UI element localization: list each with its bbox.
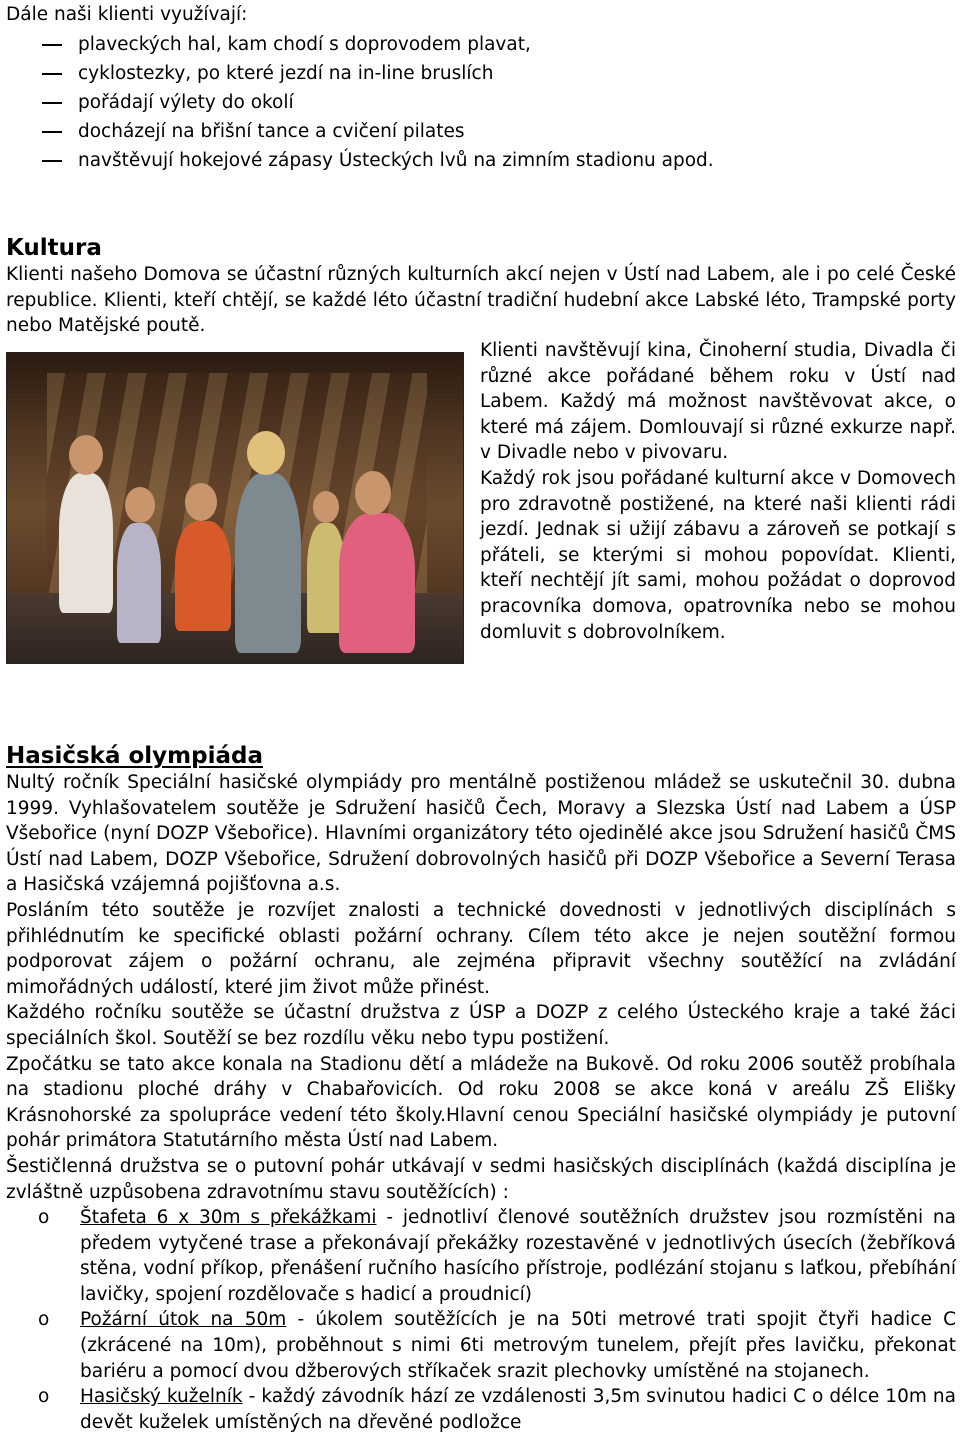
- dash-bullet: [42, 44, 62, 46]
- discipline-description: - úkolem soutěžících je na 50ti metrové trati spojit čtyři hadice C (zkrácené na 10m), proběhnout s nimi 6ti metrovým tunelem, přejít přes lavičku, překonat bariéru a pomocí dvou džberových stříkaček srazit plechovky umístěné na stojanech.: [80, 1309, 957, 1382]
- list-item: [6, 146, 714, 175]
- discipline-description: - jednotliví členové soutěžních družstev jsou rozmístěni na předem vytyčené trase a překonávají překážky rozestavěné v jednotlivých úsecích (žebříková stěna, vodní příkop, přenášení ručního hasícího přístroje, podlézání stojanu s laťkou, přebíhání lavičky, spojení rozdělovače s hadicí a proudnicí): [80, 1207, 956, 1305]
- list-item: [6, 30, 714, 59]
- intro-heading: Dále naši klienti využívají:: [6, 4, 248, 25]
- hasicska-paragraph-2: Posláním této soutěže je rozvíjet znalosti a technické dovednosti v jednotlivých disciplínách s přihlédnutím ke specifické oblasti požární ochrany. Cílem této akce je nejen soutěžní formou podporovat zájem o požární ochranu, ale zejména připravit všechny soutěžící na zvládání mimořádných událostí, které jim život může přinést.: [6, 899, 956, 998]
- list-item: [6, 1307, 956, 1384]
- list-item-text: docházejí na břišní tance a cvičení pilates: [78, 121, 465, 142]
- list-item-text: plaveckých hal, kam chodí s doprovodem plavat,: [78, 34, 531, 55]
- kultura-heading: Kultura: [6, 235, 102, 261]
- kultura-paragraph-1: Klienti našeho Domova se účastní různých kulturních akcí nejen v Ústí nad Labem, ale i po celé České republice. Klienti, kteří chtějí, se každé léto účastní tradiční hudební akce Labské léto, Trampské porty nebo Matějské poutě.: [6, 264, 956, 337]
- kultura-paragraph-3: Každý rok jsou pořádané kulturní akce v Domovech pro zdravotně postižené, na které naši klienti rádi jezdí. Jednak si užijí zábavu a zároveň se potkají s přáteli, se kterými si mohou popovídat. Klienti, kteří nechtějí jít sami, mohou požádat o doprovod pracovníka domova, opatrovníka nebo se mohou domluvit s dobrovolníkem.: [480, 467, 956, 643]
- intro-list: [6, 30, 714, 175]
- list-item: [6, 117, 714, 146]
- list-item: [6, 1384, 956, 1435]
- discipline-description: - každý závodník hází ze vzdálenosti 3,5m svinutou hadici C o délce 10m na devět kuželek umístěných na dřevěné podložce: [80, 1386, 956, 1433]
- hasicska-paragraph-4: Zpočátku se tato akce konala na Stadionu dětí a mládeže na Bukově. Od roku 2006 soutěž probíhala na stadionu ploché dráhy v Chabařovicích. Od roku 2008 se akce koná v areálu ZŠ Elišky Krásnohorské za spolupráce vedení této školy.Hlavní cenou Speciální hasičské olympiády je putovní pohár primátora Statutárního města Ústí nad Labem.: [6, 1053, 956, 1152]
- dash-bullet: [42, 131, 62, 133]
- hasicska-heading: Hasičská olympiáda: [6, 743, 263, 769]
- dash-bullet: [42, 160, 62, 162]
- kultura-side-text: [480, 338, 956, 645]
- discipline-name: Hasičský kuželník: [80, 1386, 243, 1408]
- group-photo: [6, 352, 464, 664]
- circle-bullet: o: [38, 1309, 50, 1331]
- disciplines-list: [6, 1205, 956, 1435]
- hasicska-body: [6, 770, 956, 1435]
- kultura-paragraph-2: Klienti navštěvují kina, Činoherní studia, Divadla či různé akce pořádané během roku v Ústí nad Labem. Každý má možnost navštěvovat akce, o které má zájem. Domlouvají si různé exkurze např. v Divadle nebo v pivovaru.: [480, 340, 956, 464]
- list-item: [6, 59, 714, 88]
- hasicska-paragraph-5: Šestičlenná družstva se o putovní pohár utkávají v sedmi hasičských disciplínách (každá disciplína je zvláštně uzpůsobena zdravotnímu stavu soutěžících) :: [6, 1155, 956, 1203]
- hasicska-paragraph-1: Nultý ročník Speciální hasičské olympiády pro mentálně postiženou mládež se uskutečnil 30. dubna 1999. Vyhlašovatelem soutěže je Sdružení hasičů Čech, Moravy a Slezska Ústí nad Labem a ÚSP Všebořice (nyní DOZP Všebořice). Hlavními organizátory této ojedinělé akce jsou Sdružení hasičů ČMS Ústí nad Labem, DOZP Všebořice, Sdružení dobrovolných hasičů při DOZP Všebořice a Severní Terasa a Hasičská vzájemná pojišťovna a.s.: [6, 772, 956, 896]
- list-item-text: pořádají výlety do okolí: [78, 92, 294, 113]
- list-item-text: cyklostezky, po které jezdí na in-line bruslích: [78, 63, 494, 84]
- discipline-name: Štafeta 6 x 30m s překážkami: [80, 1207, 377, 1229]
- dash-bullet: [42, 102, 62, 104]
- list-item: [6, 88, 714, 117]
- dash-bullet: [42, 73, 62, 75]
- list-item: [6, 1205, 956, 1307]
- discipline-name: Požární útok na 50m: [80, 1309, 287, 1331]
- circle-bullet: o: [38, 1207, 50, 1229]
- list-item-text: navštěvují hokejové zápasy Ústeckých lvů na zimním stadionu apod.: [78, 150, 714, 171]
- circle-bullet: o: [38, 1386, 50, 1408]
- hasicska-paragraph-3: Každého ročníku soutěže se účastní družstva z ÚSP a DOZP z celého Ústeckého kraje a také žáci speciálních škol. Soutěží se bez rozdílu věku nebo typu postižení.: [6, 1002, 956, 1049]
